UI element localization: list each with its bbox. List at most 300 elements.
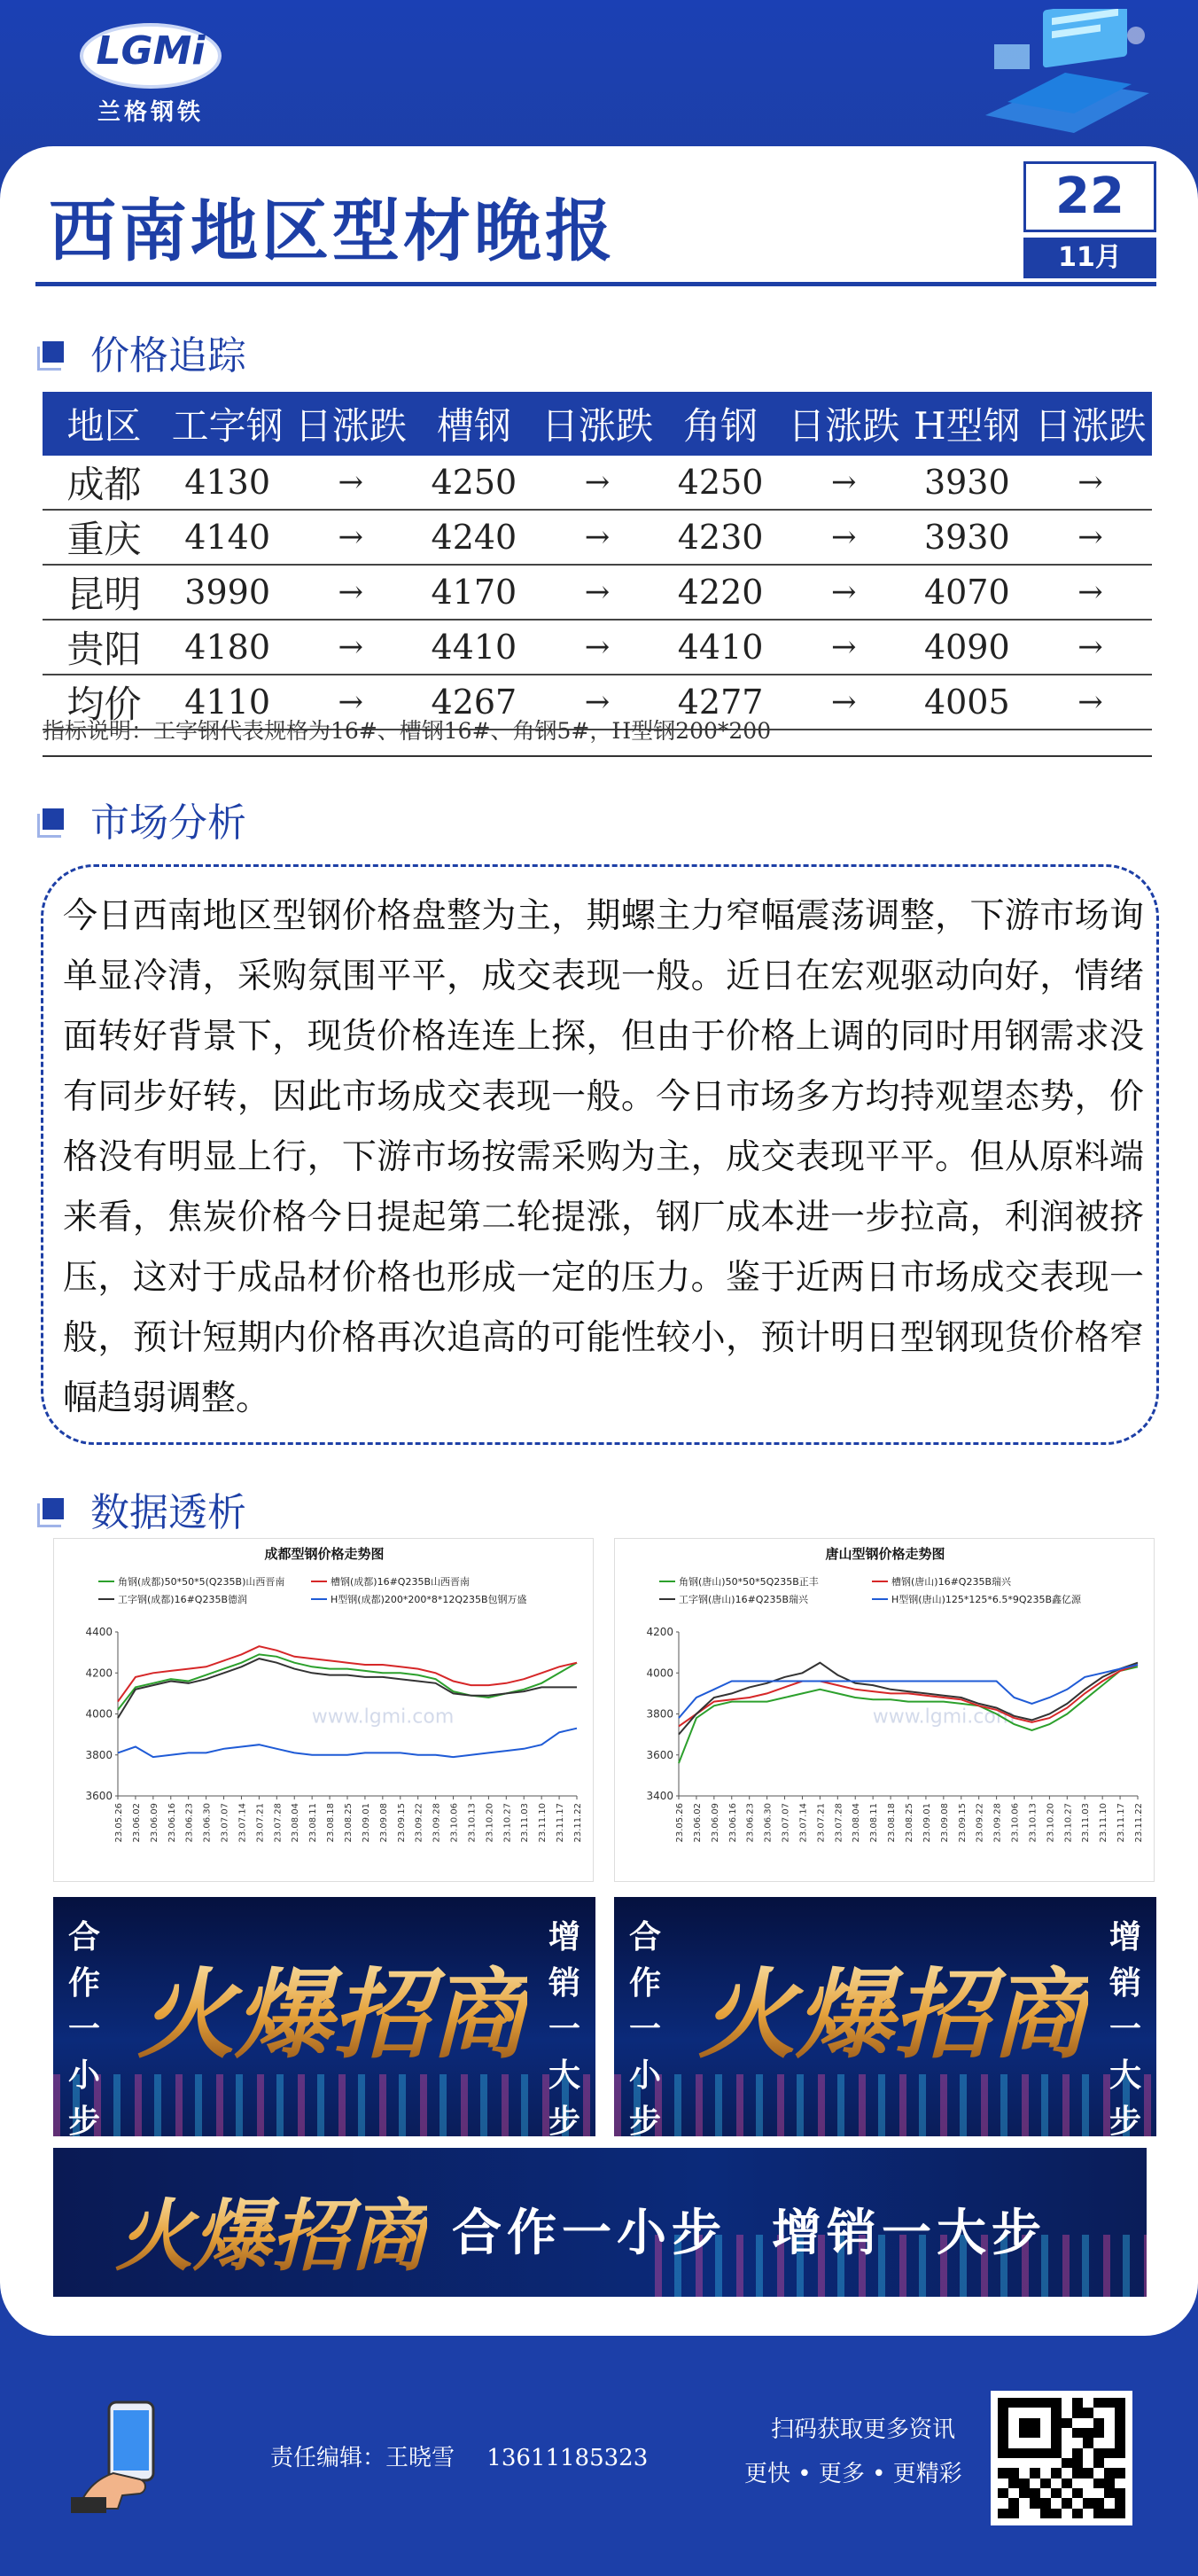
x-tick-label: 23.11.22 — [1134, 1803, 1144, 1843]
qr-module — [1062, 2488, 1072, 2498]
qr-module — [1093, 2398, 1104, 2408]
qr-module — [1104, 2418, 1115, 2428]
qr-module — [1051, 2478, 1062, 2488]
qr-module — [1019, 2408, 1030, 2417]
col-header: 工字钢 — [166, 392, 289, 456]
ad-wide-slogan: 合作一小步 增销一大步 — [452, 2205, 1046, 2262]
title-divider — [35, 282, 1156, 286]
price-cell: 4090 — [906, 620, 1029, 675]
series-line — [118, 1729, 577, 1757]
x-tick-label: 23.10.06 — [1010, 1803, 1021, 1843]
laptop-illustration-icon — [959, 9, 1163, 151]
qr-module — [1115, 2468, 1125, 2478]
qr-module — [1072, 2498, 1083, 2508]
section-data-heading — [43, 1480, 246, 1537]
x-tick-label: 23.06.09 — [710, 1803, 720, 1843]
qr-module — [1062, 2468, 1072, 2478]
qr-module — [1062, 2438, 1072, 2447]
price-cell: 4250 — [659, 456, 782, 510]
y-tick-label: 4400 — [85, 1626, 113, 1638]
price-cell: 3930 — [906, 510, 1029, 565]
qr-module — [1104, 2488, 1115, 2498]
x-tick-label: 23.10.13 — [1028, 1803, 1039, 1843]
qr-module — [1030, 2428, 1040, 2438]
qr-module — [1115, 2509, 1125, 2518]
price-cell: 4410 — [659, 620, 782, 675]
ad-left-side-text: 合作一小步 — [67, 1919, 100, 2136]
ad-slogan: 火爆招商 — [137, 1937, 527, 2077]
section-bullet-icon — [43, 341, 64, 363]
section-price-title: 价格追踪 — [90, 333, 246, 379]
price-cell: 4277 — [659, 675, 782, 730]
qr-module — [1115, 2428, 1125, 2438]
price-cell: 4140 — [166, 510, 289, 565]
legend-entry: H型钢(唐山)125*125*6.5*9Q235B鑫亿源 — [891, 1594, 1082, 1605]
qr-module — [1062, 2478, 1072, 2488]
section-bullet-icon — [43, 1498, 64, 1519]
table-row — [43, 456, 1152, 510]
qr-module — [1083, 2498, 1093, 2508]
section-bullet-icon — [43, 808, 64, 830]
qr-module — [998, 2398, 1008, 2408]
ad-banner-wide[interactable] — [53, 2148, 1147, 2297]
x-tick-label: 23.08.25 — [905, 1803, 914, 1843]
qr-module — [1019, 2509, 1030, 2518]
change-cell: → — [1029, 675, 1152, 730]
qr-module — [1083, 2478, 1093, 2488]
chart-watermark: www.lgmi.com — [311, 1706, 455, 1729]
qr-module — [1062, 2458, 1072, 2468]
x-tick-label: 23.07.28 — [834, 1803, 844, 1843]
ad-right-side-text: 增销一大步 — [1109, 1919, 1141, 2136]
qr-module — [998, 2428, 1008, 2438]
chart-watermark: www.lgmi.com — [872, 1706, 1015, 1729]
qr-module — [1072, 2418, 1083, 2428]
footer-tagline: 更快 • 更多 • 更精彩 — [744, 2461, 962, 2487]
change-cell: → — [782, 620, 906, 675]
x-tick-label: 23.07.21 — [255, 1803, 266, 1843]
date-day: 22 — [1023, 161, 1156, 232]
footer-editor-label: 责任编辑：王晓雪 — [270, 2445, 455, 2471]
qr-module — [1062, 2509, 1072, 2518]
ad-left-side-text: 合作一小步 — [628, 1919, 661, 2136]
legend-entry: 角钢(成都)50*50*5(Q235B)山西晋南 — [118, 1576, 285, 1588]
price-cell: 3930 — [906, 456, 1029, 510]
qr-module — [1104, 2498, 1115, 2508]
col-header: 日涨跌 — [1029, 392, 1152, 456]
y-tick-label: 3800 — [85, 1748, 113, 1761]
qr-module — [1030, 2478, 1040, 2488]
qr-module — [1093, 2448, 1104, 2458]
change-cell: → — [1029, 456, 1152, 510]
chart-chengdu — [53, 1538, 594, 1882]
chart-tangshan — [614, 1538, 1155, 1882]
x-tick-label: 23.07.07 — [220, 1803, 230, 1843]
change-cell: → — [289, 456, 412, 510]
legend-entry: H型钢(成都)200*200*8*12Q235B包钢万盛 — [331, 1594, 527, 1605]
x-tick-label: 23.09.08 — [939, 1803, 950, 1843]
qr-module — [1008, 2418, 1019, 2428]
qr-module — [1051, 2438, 1062, 2447]
x-tick-label: 23.09.01 — [361, 1803, 371, 1843]
qr-module — [1008, 2398, 1019, 2408]
x-tick-label: 23.09.22 — [414, 1803, 424, 1843]
price-cell: 4220 — [659, 565, 782, 620]
change-cell: → — [1029, 565, 1152, 620]
qr-module — [1083, 2398, 1093, 2408]
price-table — [43, 392, 1152, 730]
qr-module — [1051, 2488, 1062, 2498]
x-tick-label: 23.06.23 — [184, 1803, 195, 1843]
x-tick-label: 23.11.03 — [1081, 1803, 1092, 1843]
change-cell: → — [782, 456, 906, 510]
qr-module — [1072, 2468, 1083, 2478]
x-tick-label: 23.05.26 — [675, 1803, 685, 1843]
x-tick-label: 23.09.08 — [378, 1803, 389, 1843]
qr-module — [1008, 2448, 1019, 2458]
qr-module — [1115, 2448, 1125, 2458]
price-cell: 4250 — [412, 456, 535, 510]
qr-module — [998, 2498, 1008, 2508]
x-tick-label: 23.07.07 — [781, 1803, 791, 1843]
legend-entry: 槽钢(唐山)16#Q235B瑞兴 — [891, 1576, 1011, 1588]
qr-module — [1072, 2438, 1083, 2447]
col-header: 角钢 — [659, 392, 782, 456]
qr-module — [1083, 2408, 1093, 2417]
y-tick-label: 4200 — [646, 1626, 673, 1638]
qr-module — [1104, 2428, 1115, 2438]
change-cell: → — [535, 456, 658, 510]
change-cell: → — [289, 565, 412, 620]
table-note: 指标说明：工字钢代表规格为16#、槽钢16#、角钢5#，H型钢200*200 — [43, 718, 772, 744]
qr-module — [1115, 2478, 1125, 2488]
qr-module — [1062, 2418, 1072, 2428]
region-cell: 成都 — [43, 456, 166, 510]
qr-module — [998, 2488, 1008, 2498]
table-row — [43, 510, 1152, 565]
qr-module — [1019, 2498, 1030, 2508]
section-data-title: 数据透析 — [90, 1490, 246, 1535]
qr-module — [1040, 2448, 1051, 2458]
qr-module — [1008, 2468, 1019, 2478]
col-header: H型钢 — [906, 392, 1029, 456]
qr-module — [1083, 2428, 1093, 2438]
analysis-box — [41, 864, 1159, 1445]
x-tick-label: 23.11.03 — [520, 1803, 531, 1843]
price-cell: 4267 — [412, 675, 535, 730]
qr-module — [1104, 2509, 1115, 2518]
qr-module — [1115, 2498, 1125, 2508]
qr-module — [1062, 2398, 1072, 2408]
qr-module — [1115, 2418, 1125, 2428]
x-tick-label: 23.06.23 — [745, 1803, 756, 1843]
change-cell: → — [782, 675, 906, 730]
x-tick-label: 23.08.11 — [308, 1803, 319, 1843]
qr-module — [998, 2509, 1008, 2518]
qr-module — [1104, 2458, 1115, 2468]
price-cell: 4240 — [412, 510, 535, 565]
qr-module — [1019, 2438, 1030, 2447]
change-cell: → — [535, 510, 658, 565]
legend-entry: 工字钢(唐山)16#Q235B瑞兴 — [679, 1594, 808, 1605]
qr-module — [998, 2408, 1008, 2417]
legend-entry: 工字钢(成都)16#Q235B德润 — [118, 1594, 247, 1605]
logo-text: LGMi — [96, 28, 206, 74]
qr-module — [1083, 2448, 1093, 2458]
ad-right-side-text: 增销一大步 — [548, 1919, 580, 2136]
qr-module — [1040, 2488, 1051, 2498]
qr-module — [1040, 2428, 1051, 2438]
qr-module — [1040, 2458, 1051, 2468]
x-tick-label: 23.11.10 — [1099, 1803, 1109, 1843]
price-table-header — [43, 392, 1152, 456]
x-tick-label: 23.05.26 — [114, 1803, 124, 1843]
chart-title: 成都型钢价格走势图 — [264, 1546, 385, 1562]
table-row — [43, 565, 1152, 620]
qr-module — [1083, 2418, 1093, 2428]
change-cell: → — [535, 620, 658, 675]
chart-chengdu-svg — [54, 1539, 595, 1883]
change-cell: → — [782, 565, 906, 620]
qr-code-pattern — [998, 2398, 1125, 2518]
qr-module — [998, 2478, 1008, 2488]
qr-module — [1030, 2408, 1040, 2417]
qr-module — [1083, 2468, 1093, 2478]
qr-module — [1040, 2509, 1051, 2518]
price-table-body — [43, 456, 1152, 730]
qr-module — [1008, 2408, 1019, 2417]
footer-scan-text: 扫码获取更多资讯 — [771, 2416, 956, 2443]
qr-module — [1051, 2458, 1062, 2468]
qr-module — [1040, 2398, 1051, 2408]
qr-module — [1040, 2498, 1051, 2508]
x-tick-label: 23.09.01 — [922, 1803, 932, 1843]
y-tick-label: 4000 — [85, 1707, 113, 1721]
x-tick-label: 23.09.15 — [396, 1803, 407, 1843]
qr-module — [1040, 2438, 1051, 2447]
qr-module — [1030, 2488, 1040, 2498]
price-cell: 4410 — [412, 620, 535, 675]
qr-module — [1008, 2428, 1019, 2438]
x-tick-label: 23.11.17 — [556, 1803, 566, 1843]
qr-module — [1051, 2398, 1062, 2408]
qr-module — [1093, 2488, 1104, 2498]
qr-module — [1051, 2408, 1062, 2417]
qr-module — [1030, 2438, 1040, 2447]
x-tick-label: 23.06.30 — [763, 1803, 774, 1843]
x-tick-label: 23.06.02 — [131, 1803, 142, 1843]
qr-module — [1104, 2468, 1115, 2478]
price-cell: 4070 — [906, 565, 1029, 620]
analysis-text: 今日西南地区型钢价格盘整为主，期螺主力窄幅震荡调整，下游市场询单显冷清，采购氛围平平，成交表现一般。近日在宏观驱动向好，情绪面转好背景下，现货价格连连上探，但由于价格上调的同时用钢需求没有同步好转，因此市场成交表现一般。今日市场多方均持观望态势，价格没有明显上行，下游市场按需采购为主，成交表现平平。但从原料端来看，焦炭价格今日提起第二轮提涨，钢厂成本进一步拉高，利润被挤压，这对于成品材价格也形成一定的压力。鉴于近两日市场成交表现一般，预计短期内价格再次追高的可能性较小，预计明日型钢现货价格窄幅趋弱调整。 — [63, 896, 1144, 1418]
qr-module — [1030, 2418, 1040, 2428]
change-cell: → — [289, 675, 412, 730]
qr-module — [1072, 2509, 1083, 2518]
col-header: 日涨跌 — [782, 392, 906, 456]
qr-module — [1030, 2458, 1040, 2468]
y-tick-label: 4200 — [85, 1667, 113, 1680]
qr-module — [1008, 2458, 1019, 2468]
ad-banner-right[interactable] — [614, 1897, 1156, 2136]
y-tick-label: 3600 — [646, 1748, 673, 1761]
x-tick-label: 23.08.04 — [852, 1803, 862, 1843]
x-tick-label: 23.06.02 — [692, 1803, 703, 1843]
change-cell: → — [535, 565, 658, 620]
qr-module — [1093, 2509, 1104, 2518]
qr-module — [1030, 2448, 1040, 2458]
qr-module — [1072, 2478, 1083, 2488]
y-tick-label: 3400 — [646, 1790, 673, 1802]
qr-module — [1040, 2418, 1051, 2428]
qr-module — [1008, 2478, 1019, 2488]
qr-module — [1008, 2438, 1019, 2447]
qr-module — [1030, 2509, 1040, 2518]
y-tick-label: 4000 — [646, 1667, 673, 1680]
qr-module — [998, 2438, 1008, 2447]
x-tick-label: 23.07.14 — [237, 1803, 248, 1843]
qr-module — [1062, 2498, 1072, 2508]
x-tick-label: 23.11.10 — [538, 1803, 548, 1843]
x-tick-label: 23.09.15 — [957, 1803, 968, 1843]
qr-module — [1019, 2458, 1030, 2468]
qr-module — [1093, 2418, 1104, 2428]
qr-module — [1104, 2438, 1115, 2447]
ad-banner-left[interactable] — [53, 1897, 595, 2136]
change-cell: → — [289, 620, 412, 675]
x-tick-label: 23.10.20 — [1046, 1803, 1056, 1843]
change-cell: → — [1029, 510, 1152, 565]
x-tick-label: 23.09.28 — [432, 1803, 442, 1843]
qr-module — [998, 2468, 1008, 2478]
qr-module — [1051, 2498, 1062, 2508]
change-cell: → — [289, 510, 412, 565]
y-tick-label: 3600 — [85, 1790, 113, 1802]
qr-module — [1008, 2509, 1019, 2518]
qr-module — [1115, 2398, 1125, 2408]
change-cell: → — [535, 675, 658, 730]
qr-module — [1062, 2408, 1072, 2417]
qr-module — [1083, 2509, 1093, 2518]
qr-module — [1115, 2458, 1125, 2468]
x-tick-label: 23.06.30 — [202, 1803, 213, 1843]
qr-module — [1115, 2488, 1125, 2498]
qr-module — [1104, 2478, 1115, 2488]
section-price-heading — [43, 324, 246, 380]
x-tick-label: 23.11.17 — [1116, 1803, 1127, 1843]
qr-module — [1030, 2498, 1040, 2508]
qr-module — [1008, 2488, 1019, 2498]
table-note-divider — [43, 755, 1152, 757]
qr-module — [1072, 2458, 1083, 2468]
qr-module — [1072, 2488, 1083, 2498]
x-tick-label: 23.10.20 — [485, 1803, 495, 1843]
qr-module — [1019, 2448, 1030, 2458]
qr-module — [1019, 2478, 1030, 2488]
qr-module — [1030, 2398, 1040, 2408]
qr-module — [998, 2458, 1008, 2468]
qr-module — [1093, 2468, 1104, 2478]
qr-module — [1104, 2408, 1115, 2417]
ad-slogan: 火爆招商 — [698, 1937, 1088, 2077]
qr-code[interactable] — [991, 2391, 1132, 2525]
x-tick-label: 23.07.21 — [816, 1803, 827, 1843]
qr-module — [1104, 2398, 1115, 2408]
qr-module — [1051, 2448, 1062, 2458]
qr-module — [998, 2418, 1008, 2428]
x-tick-label: 23.08.18 — [326, 1803, 337, 1843]
x-tick-label: 23.10.06 — [449, 1803, 460, 1843]
price-cell: 4005 — [906, 675, 1029, 730]
x-tick-label: 23.10.13 — [467, 1803, 478, 1843]
qr-module — [1062, 2428, 1072, 2438]
qr-module — [1019, 2418, 1030, 2428]
x-tick-label: 23.06.16 — [727, 1803, 738, 1843]
qr-module — [1093, 2438, 1104, 2447]
brand-logo — [71, 16, 230, 126]
x-tick-label: 23.06.16 — [167, 1803, 177, 1843]
qr-module — [1093, 2458, 1104, 2468]
qr-module — [1083, 2458, 1093, 2468]
col-header: 日涨跌 — [289, 392, 412, 456]
legend-entry: 角钢(唐山)50*50*5Q235B正丰 — [679, 1576, 819, 1588]
chart-tangshan-svg — [615, 1539, 1155, 1883]
qr-module — [1072, 2448, 1083, 2458]
ad-slogan: 火爆招商 — [115, 2174, 427, 2286]
legend-entry: 槽钢(成都)16#Q235B山西晋南 — [331, 1576, 470, 1588]
qr-module — [1072, 2408, 1083, 2417]
x-tick-label: 23.09.28 — [992, 1803, 1003, 1843]
qr-module — [1051, 2468, 1062, 2478]
price-cell: 4170 — [412, 565, 535, 620]
qr-module — [1040, 2478, 1051, 2488]
x-tick-label: 23.10.27 — [502, 1803, 513, 1843]
qr-module — [1093, 2498, 1104, 2508]
price-cell: 4110 — [166, 675, 289, 730]
col-header: 地区 — [43, 392, 166, 456]
qr-module — [1051, 2428, 1062, 2438]
qr-module — [1030, 2468, 1040, 2478]
chart-title: 唐山型钢价格走势图 — [825, 1546, 945, 1562]
qr-module — [1093, 2408, 1104, 2417]
x-tick-label: 23.07.28 — [273, 1803, 284, 1843]
change-cell: → — [782, 510, 906, 565]
qr-module — [1019, 2398, 1030, 2408]
x-tick-label: 23.10.27 — [1063, 1803, 1074, 1843]
price-cell: 4180 — [166, 620, 289, 675]
footer-editor — [270, 2439, 648, 2472]
qr-module — [1083, 2488, 1093, 2498]
qr-module — [1019, 2488, 1030, 2498]
ad-skyline — [614, 2074, 1156, 2136]
footer-phone[interactable]: 13611185323 — [486, 2445, 649, 2471]
col-header: 槽钢 — [412, 392, 535, 456]
brand-name: 兰格钢铁 — [97, 99, 204, 126]
x-tick-label: 23.08.04 — [291, 1803, 301, 1843]
qr-module — [1093, 2428, 1104, 2438]
x-tick-label: 23.08.18 — [887, 1803, 898, 1843]
qr-module — [1083, 2438, 1093, 2447]
qr-module — [1104, 2448, 1115, 2458]
qr-module — [1072, 2428, 1083, 2438]
change-cell: → — [1029, 620, 1152, 675]
qr-module — [1062, 2448, 1072, 2458]
x-tick-label: 23.07.14 — [798, 1803, 809, 1843]
x-tick-label: 23.09.22 — [975, 1803, 985, 1843]
price-cell: 4130 — [166, 456, 289, 510]
price-cell: 4230 — [659, 510, 782, 565]
table-row — [43, 620, 1152, 675]
x-tick-label: 23.06.09 — [149, 1803, 159, 1843]
